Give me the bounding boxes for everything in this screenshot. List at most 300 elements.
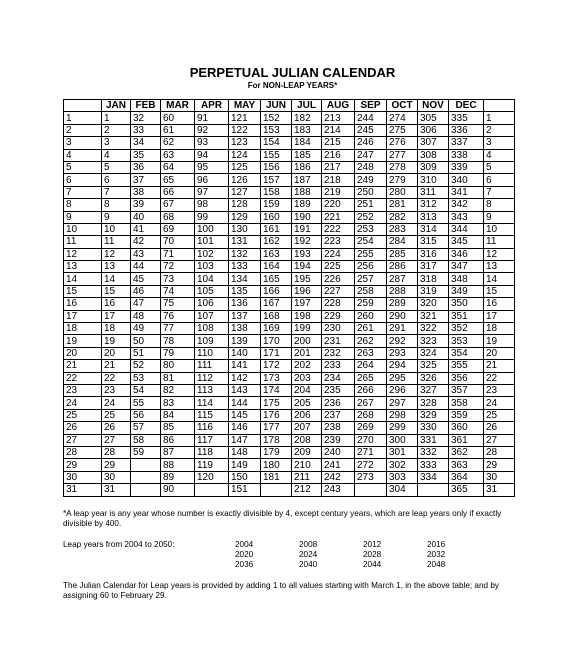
julian-day-cell: 230	[322, 323, 355, 335]
julian-day-cell: 195	[292, 273, 322, 285]
julian-day-cell: 229	[322, 310, 355, 322]
julian-day-cell: 232	[322, 347, 355, 359]
julian-day-cell	[355, 484, 387, 496]
julian-day-cell: 220	[322, 199, 355, 211]
julian-day-cell: 219	[322, 186, 355, 198]
julian-day-cell: 51	[131, 347, 161, 359]
julian-day-cell: 169	[261, 323, 292, 335]
julian-day-cell: 134	[229, 273, 261, 285]
day-number-right: 7	[484, 186, 515, 198]
julian-day-cell: 262	[355, 335, 387, 347]
table-row	[64, 446, 515, 458]
day-number-right: 16	[484, 298, 515, 310]
julian-day-cell: 100	[195, 223, 229, 235]
day-number: 24	[64, 397, 102, 409]
table-row	[64, 298, 515, 310]
day-number-right: 24	[484, 397, 515, 409]
julian-day-cell: 192	[292, 236, 322, 248]
julian-day-cell: 172	[261, 360, 292, 372]
julian-day-cell: 364	[449, 471, 484, 483]
julian-day-cell: 167	[261, 298, 292, 310]
julian-day-cell: 49	[131, 323, 161, 335]
day-number-right: 10	[484, 223, 515, 235]
day-number-right: 30	[484, 471, 515, 483]
julian-day-cell: 243	[322, 484, 355, 496]
julian-day-cell: 187	[292, 174, 322, 186]
julian-day-cell: 5	[102, 161, 131, 173]
julian-day-cell	[131, 484, 161, 496]
julian-day-cell: 178	[261, 434, 292, 446]
julian-day-cell: 325	[418, 360, 449, 372]
julian-day-cell: 283	[387, 223, 418, 235]
table-row	[64, 248, 515, 260]
julian-day-cell: 285	[387, 248, 418, 260]
table-row	[64, 459, 515, 471]
julian-day-cell: 244	[355, 112, 387, 124]
day-number: 11	[64, 236, 102, 248]
julian-day-cell: 189	[292, 199, 322, 211]
julian-day-cell: 278	[387, 161, 418, 173]
julian-day-cell: 323	[418, 335, 449, 347]
julian-day-cell: 259	[355, 298, 387, 310]
julian-day-cell: 143	[229, 384, 261, 396]
julian-day-cell: 319	[418, 285, 449, 297]
julian-day-cell: 314	[418, 223, 449, 235]
julian-day-cell: 161	[261, 223, 292, 235]
julian-day-cell: 168	[261, 310, 292, 322]
julian-day-cell: 217	[322, 161, 355, 173]
julian-day-cell: 215	[322, 137, 355, 149]
julian-day-cell: 293	[387, 347, 418, 359]
julian-day-cell: 128	[229, 199, 261, 211]
julian-day-cell: 267	[355, 397, 387, 409]
julian-day-cell: 52	[131, 360, 161, 372]
julian-day-cell: 54	[131, 384, 161, 396]
day-number-right: 11	[484, 236, 515, 248]
julian-day-cell: 344	[449, 223, 484, 235]
table-row	[64, 124, 515, 136]
julian-day-cell: 64	[161, 161, 195, 173]
julian-day-cell: 339	[449, 161, 484, 173]
julian-day-cell: 176	[261, 409, 292, 421]
julian-day-cell: 299	[387, 422, 418, 434]
header-row	[64, 100, 515, 112]
julian-day-cell: 118	[195, 446, 229, 458]
julian-day-cell: 201	[292, 347, 322, 359]
julian-day-cell: 295	[387, 372, 418, 384]
julian-day-cell: 171	[261, 347, 292, 359]
day-number-right: 12	[484, 248, 515, 260]
julian-table	[63, 99, 515, 497]
julian-day-cell: 351	[449, 310, 484, 322]
julian-day-cell: 274	[387, 112, 418, 124]
day-number: 18	[64, 323, 102, 335]
day-number: 14	[64, 273, 102, 285]
julian-day-cell: 159	[261, 199, 292, 211]
day-number-right: 29	[484, 459, 515, 471]
julian-day-cell: 316	[418, 248, 449, 260]
julian-day-cell: 203	[292, 372, 322, 384]
day-number-right: 8	[484, 199, 515, 211]
day-number: 30	[64, 471, 102, 483]
julian-day-cell: 166	[261, 285, 292, 297]
julian-day-cell: 190	[292, 211, 322, 223]
leap-year: 2044	[363, 560, 382, 569]
day-number-right: 26	[484, 422, 515, 434]
day-number: 23	[64, 384, 102, 396]
julian-day-cell: 76	[161, 310, 195, 322]
julian-day-cell: 25	[102, 409, 131, 421]
julian-day-cell: 68	[161, 211, 195, 223]
table-row	[64, 372, 515, 384]
julian-day-cell: 251	[355, 199, 387, 211]
julian-day-cell: 142	[229, 372, 261, 384]
table-row	[64, 236, 515, 248]
julian-day-cell: 164	[261, 261, 292, 273]
day-number-right: 17	[484, 310, 515, 322]
julian-day-cell: 281	[387, 199, 418, 211]
julian-day-cell: 284	[387, 236, 418, 248]
month-header: JUN	[261, 100, 292, 112]
julian-day-cell: 209	[292, 446, 322, 458]
julian-day-cell: 297	[387, 397, 418, 409]
julian-day-cell: 23	[102, 384, 131, 396]
julian-day-cell: 3	[102, 137, 131, 149]
julian-day-cell: 191	[292, 223, 322, 235]
julian-day-cell: 91	[195, 112, 229, 124]
table-row	[64, 199, 515, 211]
julian-day-cell: 81	[161, 372, 195, 384]
julian-day-cell: 312	[418, 199, 449, 211]
julian-day-cell: 279	[387, 174, 418, 186]
julian-day-cell: 307	[418, 137, 449, 149]
day-number: 5	[64, 161, 102, 173]
julian-day-cell: 241	[322, 459, 355, 471]
julian-day-cell: 275	[387, 124, 418, 136]
julian-day-cell: 31	[102, 484, 131, 496]
julian-day-cell: 303	[387, 471, 418, 483]
julian-day-cell: 252	[355, 211, 387, 223]
julian-day-cell: 21	[102, 360, 131, 372]
julian-day-cell: 226	[322, 273, 355, 285]
table-row	[64, 471, 515, 483]
julian-day-cell: 236	[322, 397, 355, 409]
julian-day-cell: 45	[131, 273, 161, 285]
julian-day-cell: 333	[418, 459, 449, 471]
julian-day-cell: 240	[322, 446, 355, 458]
julian-day-cell: 13	[102, 261, 131, 273]
julian-day-cell: 235	[322, 384, 355, 396]
julian-day-cell: 12	[102, 248, 131, 260]
julian-day-cell: 58	[131, 434, 161, 446]
julian-day-cell: 254	[355, 236, 387, 248]
day-number-right: 31	[484, 484, 515, 496]
day-number: 28	[64, 446, 102, 458]
julian-day-cell: 26	[102, 422, 131, 434]
julian-day-cell: 63	[161, 149, 195, 161]
julian-day-cell: 123	[229, 137, 261, 149]
leap-year: 2004	[235, 540, 254, 549]
julian-day-cell: 107	[195, 310, 229, 322]
julian-day-cell: 302	[387, 459, 418, 471]
julian-day-cell: 294	[387, 360, 418, 372]
month-header: JUL	[292, 100, 322, 112]
day-number: 17	[64, 310, 102, 322]
julian-day-cell: 18	[102, 323, 131, 335]
leap-year: 2008	[299, 540, 318, 549]
julian-day-cell: 328	[418, 397, 449, 409]
julian-day-cell: 141	[229, 360, 261, 372]
julian-day-cell: 129	[229, 211, 261, 223]
day-column-header	[64, 100, 102, 112]
month-header: FEB	[131, 100, 161, 112]
day-number: 8	[64, 199, 102, 211]
julian-day-cell: 112	[195, 372, 229, 384]
day-number-right: 13	[484, 261, 515, 273]
leap-year: 2032	[427, 550, 446, 559]
table-row	[64, 285, 515, 297]
table-row	[64, 112, 515, 124]
julian-day-cell: 273	[355, 471, 387, 483]
julian-day-cell: 318	[418, 273, 449, 285]
julian-day-cell: 14	[102, 273, 131, 285]
julian-day-cell: 127	[229, 186, 261, 198]
julian-day-cell: 186	[292, 161, 322, 173]
julian-day-cell: 352	[449, 323, 484, 335]
table-row	[64, 223, 515, 235]
julian-day-cell: 85	[161, 422, 195, 434]
leap-year: 2016	[427, 540, 446, 549]
julian-day-cell: 148	[229, 446, 261, 458]
julian-day-cell: 38	[131, 186, 161, 198]
julian-day-cell: 71	[161, 248, 195, 260]
julian-day-cell: 99	[195, 211, 229, 223]
julian-day-cell: 50	[131, 335, 161, 347]
julian-day-cell: 89	[161, 471, 195, 483]
julian-day-cell: 245	[355, 124, 387, 136]
julian-day-cell: 306	[418, 124, 449, 136]
julian-day-cell: 120	[195, 471, 229, 483]
julian-day-cell: 205	[292, 397, 322, 409]
julian-day-cell: 16	[102, 298, 131, 310]
julian-day-cell: 304	[387, 484, 418, 496]
julian-day-cell: 362	[449, 446, 484, 458]
leap-year-note: *A leap year is any year whose number is exactly divisible by 4, except century years, which are leap years only if exactly divisible by 400.	[63, 509, 502, 528]
day-number: 20	[64, 347, 102, 359]
julian-day-cell: 41	[131, 223, 161, 235]
julian-day-cell: 22	[102, 372, 131, 384]
julian-day-cell: 157	[261, 174, 292, 186]
day-number-right: 9	[484, 211, 515, 223]
julian-day-cell: 70	[161, 236, 195, 248]
julian-day-cell: 87	[161, 446, 195, 458]
julian-day-cell: 121	[229, 112, 261, 124]
julian-day-cell: 292	[387, 335, 418, 347]
julian-day-cell: 342	[449, 199, 484, 211]
julian-day-cell: 24	[102, 397, 131, 409]
julian-day-cell: 356	[449, 372, 484, 384]
julian-day-cell: 350	[449, 298, 484, 310]
julian-day-cell: 79	[161, 347, 195, 359]
julian-day-cell: 114	[195, 397, 229, 409]
julian-day-cell: 149	[229, 459, 261, 471]
julian-day-cell: 183	[292, 124, 322, 136]
julian-day-cell: 237	[322, 409, 355, 421]
julian-day-cell: 250	[355, 186, 387, 198]
day-number: 13	[64, 261, 102, 273]
julian-day-cell: 257	[355, 273, 387, 285]
julian-day-cell: 263	[355, 347, 387, 359]
julian-day-cell: 29	[102, 459, 131, 471]
julian-day-cell: 97	[195, 186, 229, 198]
julian-day-cell: 343	[449, 211, 484, 223]
julian-day-cell: 264	[355, 360, 387, 372]
julian-day-cell: 19	[102, 335, 131, 347]
julian-day-cell: 163	[261, 248, 292, 260]
table-row	[64, 434, 515, 446]
julian-day-cell: 202	[292, 360, 322, 372]
julian-day-cell: 66	[161, 186, 195, 198]
julian-day-cell: 158	[261, 186, 292, 198]
table-row	[64, 310, 515, 322]
leap-years-column	[427, 540, 445, 570]
julian-day-cell: 265	[355, 372, 387, 384]
julian-day-cell: 138	[229, 323, 261, 335]
julian-day-cell: 238	[322, 422, 355, 434]
leap-year: 2040	[299, 560, 318, 569]
day-number: 9	[64, 211, 102, 223]
julian-day-cell: 286	[387, 261, 418, 273]
julian-day-cell: 336	[449, 124, 484, 136]
julian-day-cell: 361	[449, 434, 484, 446]
julian-day-cell: 177	[261, 422, 292, 434]
julian-day-cell: 57	[131, 422, 161, 434]
julian-day-cell: 360	[449, 422, 484, 434]
julian-day-cell: 43	[131, 248, 161, 260]
julian-day-cell: 227	[322, 285, 355, 297]
julian-day-cell: 214	[322, 124, 355, 136]
leap-adjustment-footer: The Julian Calendar for Leap years is provided by adding 1 to all values starting with March 1, in the above table; and by assigning 60 to February 29.	[63, 581, 500, 600]
julian-day-cell: 137	[229, 310, 261, 322]
julian-day-cell: 74	[161, 285, 195, 297]
month-header: DEC	[449, 100, 484, 112]
julian-day-cell: 162	[261, 236, 292, 248]
julian-day-cell: 327	[418, 384, 449, 396]
table-row	[64, 397, 515, 409]
julian-day-cell	[261, 484, 292, 496]
julian-day-cell: 198	[292, 310, 322, 322]
julian-day-cell: 155	[261, 149, 292, 161]
julian-day-cell: 225	[322, 261, 355, 273]
julian-day-cell: 256	[355, 261, 387, 273]
julian-day-cell: 280	[387, 186, 418, 198]
julian-day-cell: 321	[418, 310, 449, 322]
leap-year: 2036	[235, 560, 254, 569]
day-number-right: 19	[484, 335, 515, 347]
julian-day-cell: 10	[102, 223, 131, 235]
julian-day-cell: 310	[418, 174, 449, 186]
leap-year: 2024	[299, 550, 318, 559]
julian-day-cell: 60	[161, 112, 195, 124]
julian-day-cell: 37	[131, 174, 161, 186]
julian-day-cell: 305	[418, 112, 449, 124]
julian-day-cell: 135	[229, 285, 261, 297]
julian-day-cell: 216	[322, 149, 355, 161]
julian-day-cell: 268	[355, 409, 387, 421]
day-column-header-right	[484, 100, 515, 112]
julian-day-cell: 73	[161, 273, 195, 285]
julian-day-cell: 113	[195, 384, 229, 396]
julian-day-cell: 233	[322, 360, 355, 372]
julian-day-cell: 175	[261, 397, 292, 409]
julian-day-cell: 39	[131, 199, 161, 211]
julian-day-cell: 365	[449, 484, 484, 496]
table-row	[64, 347, 515, 359]
julian-day-cell: 110	[195, 347, 229, 359]
day-number: 7	[64, 186, 102, 198]
julian-day-cell: 340	[449, 174, 484, 186]
julian-day-cell: 260	[355, 310, 387, 322]
julian-day-cell: 96	[195, 174, 229, 186]
julian-day-cell: 125	[229, 161, 261, 173]
julian-day-cell	[131, 471, 161, 483]
julian-day-cell: 28	[102, 446, 131, 458]
day-number: 31	[64, 484, 102, 496]
month-header: APR	[195, 100, 229, 112]
leap-year: 2012	[363, 540, 382, 549]
month-header: OCT	[387, 100, 418, 112]
day-number: 2	[64, 124, 102, 136]
julian-day-cell: 180	[261, 459, 292, 471]
julian-day-cell: 353	[449, 335, 484, 347]
julian-day-cell: 322	[418, 323, 449, 335]
day-number-right: 23	[484, 384, 515, 396]
julian-day-cell: 72	[161, 261, 195, 273]
julian-day-cell: 144	[229, 397, 261, 409]
julian-day-cell: 359	[449, 409, 484, 421]
julian-day-cell: 326	[418, 372, 449, 384]
julian-day-cell: 7	[102, 186, 131, 198]
julian-day-cell: 44	[131, 261, 161, 273]
julian-day-cell: 255	[355, 248, 387, 260]
julian-day-cell: 290	[387, 310, 418, 322]
leap-years-column	[363, 540, 381, 570]
day-number: 19	[64, 335, 102, 347]
julian-day-cell: 249	[355, 174, 387, 186]
day-number-right: 15	[484, 285, 515, 297]
julian-day-cell: 204	[292, 384, 322, 396]
julian-day-cell: 355	[449, 360, 484, 372]
day-number: 26	[64, 422, 102, 434]
julian-day-cell: 156	[261, 161, 292, 173]
julian-day-cell: 242	[322, 471, 355, 483]
julian-day-cell: 337	[449, 137, 484, 149]
julian-day-cell: 146	[229, 422, 261, 434]
day-number-right: 5	[484, 161, 515, 173]
julian-day-cell: 223	[322, 236, 355, 248]
day-number-right: 21	[484, 360, 515, 372]
julian-day-cell: 313	[418, 211, 449, 223]
julian-day-cell: 258	[355, 285, 387, 297]
table-row	[64, 409, 515, 421]
julian-day-cell: 78	[161, 335, 195, 347]
julian-day-cell: 276	[387, 137, 418, 149]
julian-day-cell: 212	[292, 484, 322, 496]
julian-day-cell: 119	[195, 459, 229, 471]
julian-day-cell: 145	[229, 409, 261, 421]
julian-day-cell: 98	[195, 199, 229, 211]
julian-day-cell: 289	[387, 298, 418, 310]
